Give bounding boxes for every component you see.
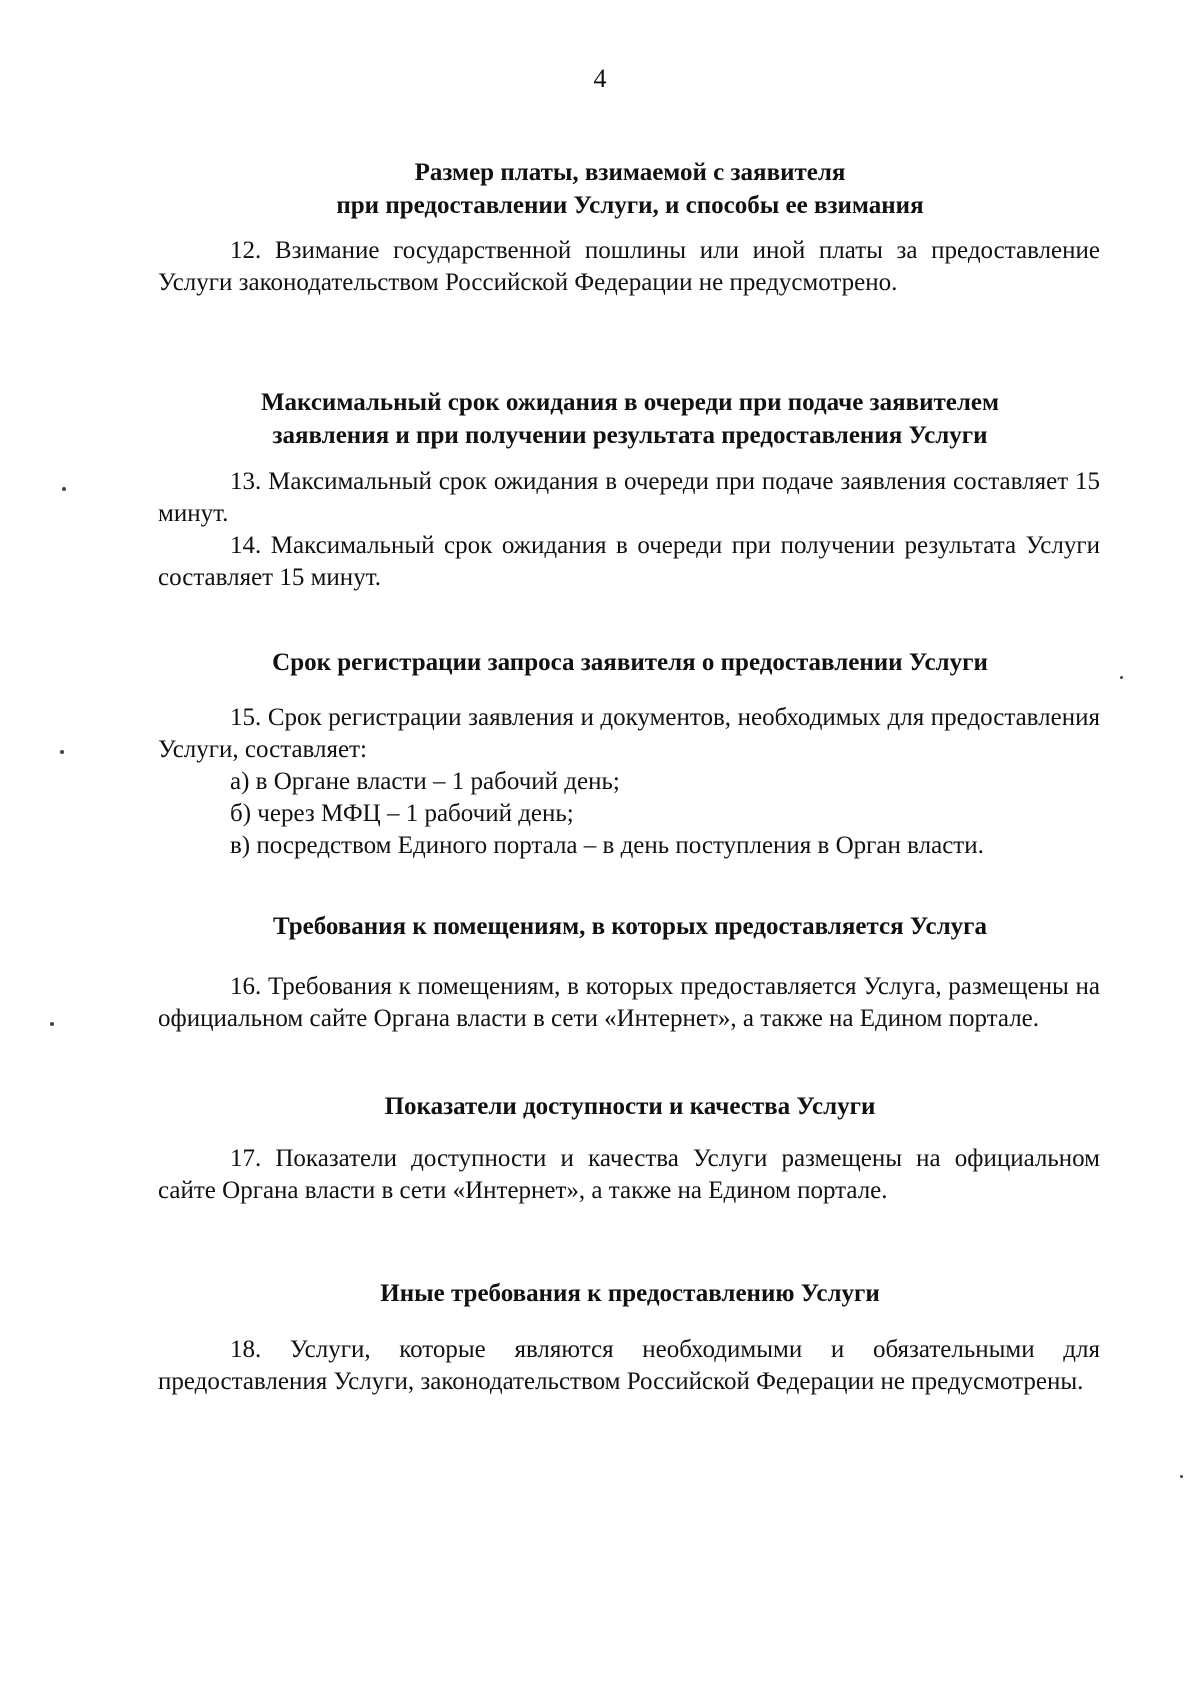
- scan-speck: [1180, 1475, 1183, 1478]
- scan-speck: [62, 487, 66, 491]
- heading-line: Максимальный срок ожидания в очереди при подаче заявителем: [260, 389, 1000, 416]
- paragraph-13: 13. Максимальный срок ожидания в очереди при подаче заявления составляет 15 минут.: [158, 468, 1100, 527]
- section-heading-registration: [120, 646, 1140, 679]
- paragraph-16: 16. Требования к помещениям, в которых предоставляется Услуга, размещены на официальном сайте Органа власти в сети «Интернет», а также на Едином портале.: [158, 973, 1100, 1032]
- page-number: 4: [593, 64, 607, 93]
- heading-line: заявления и при получении результата предоставления Услуги: [272, 422, 988, 449]
- paragraph-18: 18. Услуги, которые являются необходимыми и обязательными для предоставления Услуги, законодательством Российской Федерации не предусмотрены.: [158, 1336, 1100, 1395]
- heading-line: Требования к помещениям, в которых предоставляется Услуга: [272, 913, 988, 940]
- paragraph-14: 14. Максимальный срок ожидания в очереди при получении результата Услуги составляет 15 минут.: [158, 532, 1100, 591]
- paragraph-15: 15. Срок регистрации заявления и документов, необходимых для предоставления Услуги, составляет:: [158, 704, 1100, 763]
- section-heading-other-requirements: [120, 1277, 1140, 1310]
- heading-line: Иные требования к предоставлению Услуги: [380, 1280, 880, 1307]
- paragraph-17: 17. Показатели доступности и качества Услуги размещены на официальном сайте Органа власти в сети «Интернет», а также на Едином портале.: [158, 1145, 1100, 1204]
- heading-line: Показатели доступности и качества Услуги: [384, 1093, 876, 1120]
- list-item: а) в Органе власти – 1 рабочий день;: [230, 768, 620, 795]
- heading-line: при предоставлении Услуги, и способы ее взимания: [336, 192, 924, 219]
- section-heading-queue-time: [120, 386, 1140, 452]
- heading-line: Срок регистрации запроса заявителя о предоставлении Услуги: [272, 649, 988, 676]
- heading-line: Размер платы, взимаемой с заявителя: [414, 159, 846, 186]
- paragraph-12: 12. Взимание государственной пошлины или иной платы за предоставление Услуги законодательством Российской Федерации не предусмотрено.: [158, 237, 1100, 296]
- section-heading-premises: [120, 910, 1140, 943]
- section-heading-quality-indicators: [120, 1090, 1140, 1123]
- list-item: б) через МФЦ – 1 рабочий день;: [230, 800, 574, 827]
- scan-speck: [1120, 676, 1123, 679]
- scan-speck: [60, 750, 64, 754]
- list-item: в) посредством Единого портала – в день поступления в Орган власти.: [230, 832, 984, 859]
- scan-speck: [50, 1022, 54, 1026]
- section-heading-fee: [120, 156, 1140, 222]
